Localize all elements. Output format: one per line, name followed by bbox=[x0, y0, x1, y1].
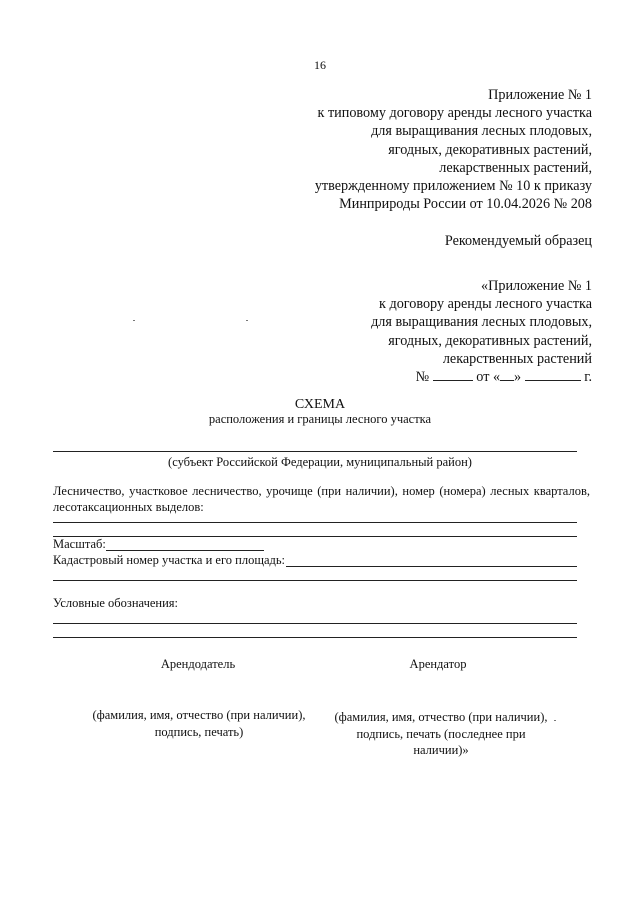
forestry-field-line[interactable] bbox=[53, 522, 577, 523]
lessee-title: Арендатор bbox=[409, 657, 467, 671]
day-blank[interactable] bbox=[500, 380, 514, 381]
scan-speck bbox=[246, 320, 248, 321]
scale-label: Масштаб: bbox=[53, 537, 106, 551]
number-sign: № bbox=[415, 369, 430, 386]
number-blank[interactable] bbox=[433, 380, 473, 381]
inner-appendix bbox=[371, 277, 592, 386]
cadastral-field-line[interactable] bbox=[53, 580, 577, 581]
appendix-header-line: Приложение № 1 bbox=[488, 87, 592, 103]
contract-number-line bbox=[371, 368, 592, 386]
subject-field-line[interactable] bbox=[53, 451, 577, 452]
recommended-sample-label: Рекомендуемый образец bbox=[444, 233, 592, 249]
appendix-header-line: лекарственных растений, bbox=[439, 159, 592, 176]
lessor-caption: (фамилия, имя, отчество (при наличии), подпись, печать) bbox=[92, 708, 306, 739]
inner-appendix-line: «Приложение № 1 bbox=[481, 278, 592, 294]
subject-caption: (субъект Российской Федерации, муниципальный район) bbox=[168, 455, 472, 469]
from-word: от « bbox=[476, 369, 501, 386]
inner-appendix-line: ягодных, декоративных растений, bbox=[388, 332, 592, 349]
cadastral-field-line[interactable] bbox=[286, 566, 577, 567]
legend-field-line[interactable] bbox=[53, 623, 577, 624]
inner-appendix-line: к договору аренды лесного участка bbox=[379, 296, 592, 313]
appendix-header-line: к типовому договору аренды лесного участка bbox=[317, 105, 592, 122]
scan-speck bbox=[554, 720, 556, 721]
scale-field-line[interactable] bbox=[106, 550, 264, 551]
appendix-header bbox=[315, 86, 592, 213]
inner-appendix-line: для выращивания лесных плодовых, bbox=[371, 314, 592, 331]
legend-field-line[interactable] bbox=[53, 637, 577, 638]
year-suffix: г. bbox=[584, 369, 592, 386]
scan-speck bbox=[133, 320, 135, 321]
lessor-title: Арендодатель bbox=[160, 657, 236, 671]
cadastral-label: Кадастровый номер участка и его площадь: bbox=[53, 553, 286, 567]
forestry-label: Лесничество, участковое лесничество, урочище (при наличии), номер (номера) лесных кварталов, лесотаксационных выделов: bbox=[53, 484, 590, 514]
appendix-header-line: ягодных, декоративных растений, bbox=[388, 141, 592, 158]
schema-title: СХЕМА bbox=[294, 397, 346, 412]
page-number: 16 bbox=[314, 58, 326, 72]
forestry-field-line[interactable] bbox=[53, 536, 577, 537]
appendix-header-line: утвержденному приложением № 10 к приказу bbox=[314, 178, 592, 195]
month-blank[interactable] bbox=[525, 380, 581, 381]
legend-label: Условные обозначения: bbox=[53, 596, 179, 610]
lessee-caption: (фамилия, имя, отчество (при наличии), подпись, печать (последнее при наличии)» bbox=[334, 710, 548, 757]
inner-appendix-line: лекарственных растений bbox=[442, 350, 592, 367]
schema-subtitle: расположения и границы лесного участка bbox=[208, 412, 432, 426]
appendix-header-line: для выращивания лесных плодовых, bbox=[371, 123, 592, 140]
quote-close: » bbox=[514, 369, 522, 386]
appendix-header-line: Минприроды России от 10.04.2026 № 208 bbox=[339, 196, 592, 213]
